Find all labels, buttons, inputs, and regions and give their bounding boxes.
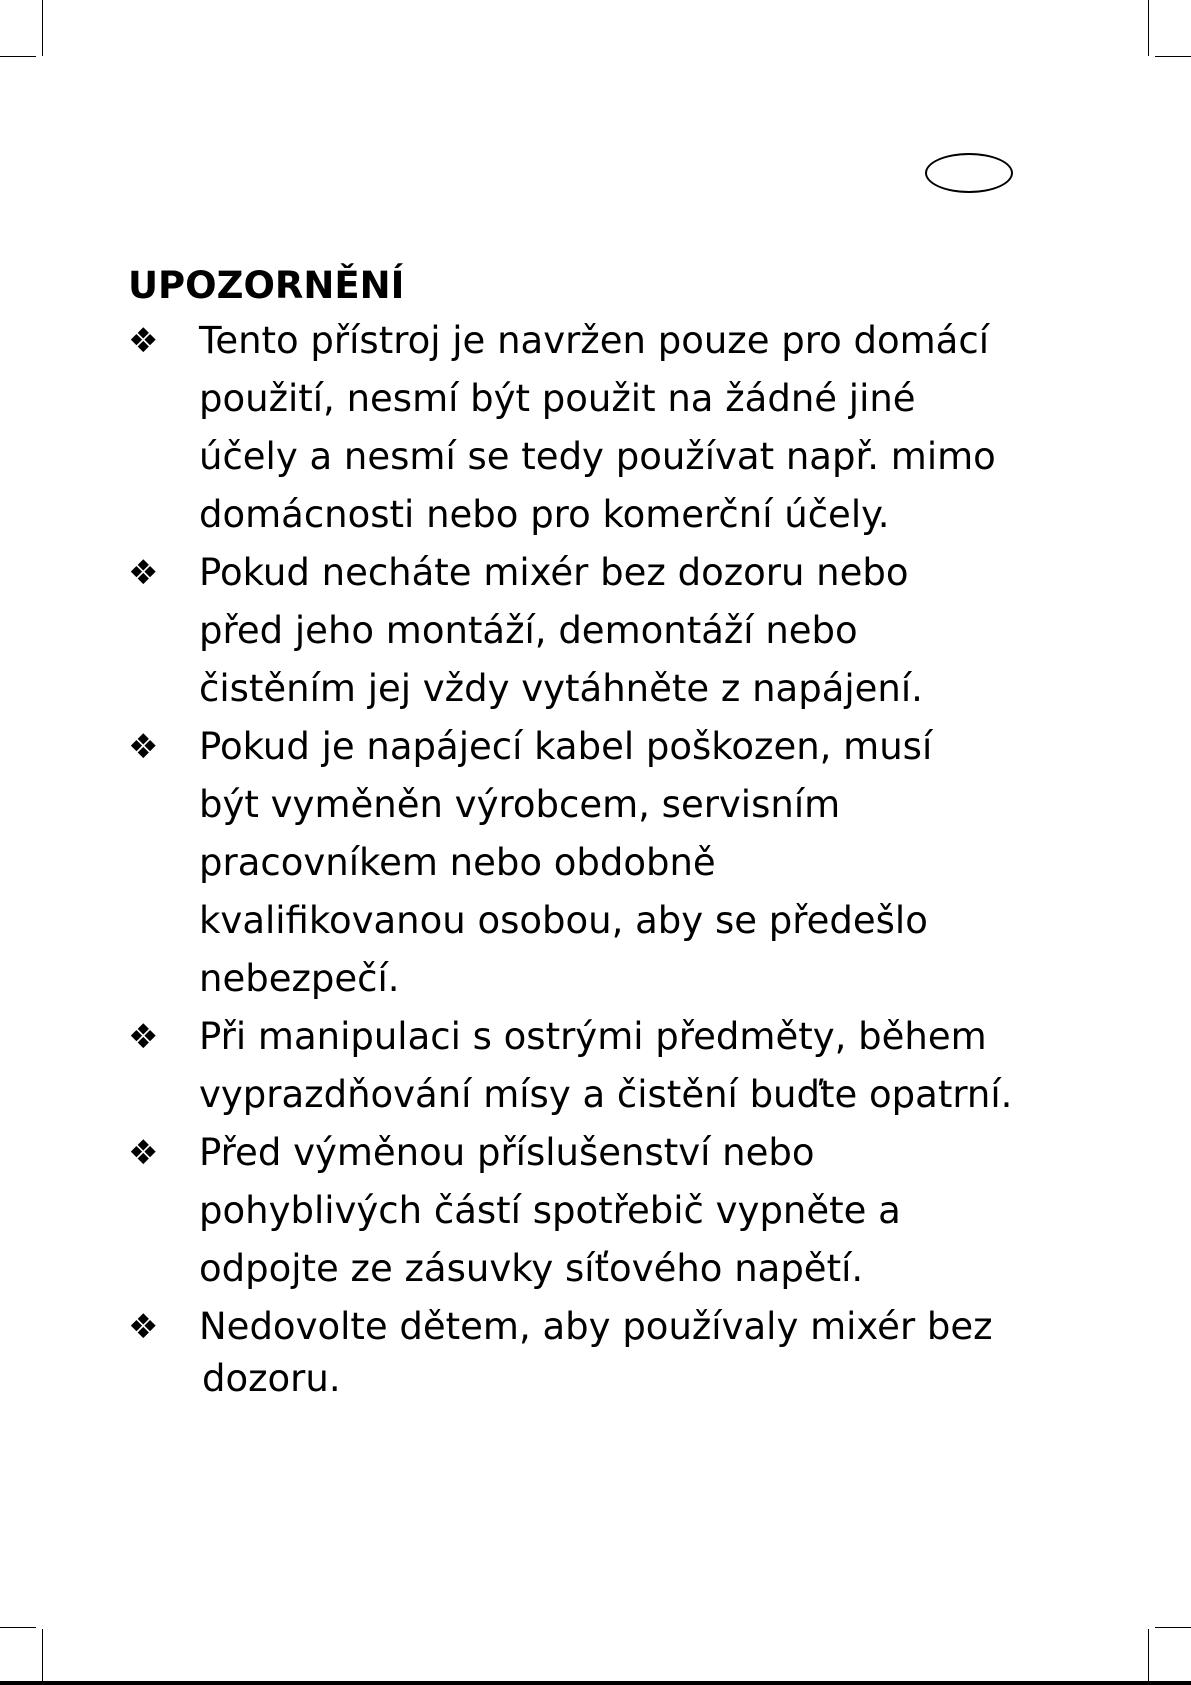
warning-text-line: být vyměněn výrobcem, servisním [199, 783, 841, 826]
diamond-bullet-icon: ❖ [128, 1133, 159, 1173]
page-title: UPOZORNĚNÍ [128, 264, 405, 307]
crop-mark [1148, 1629, 1149, 1685]
language-badge-oval [925, 153, 1013, 193]
diamond-bullet-icon: ❖ [128, 727, 159, 767]
bottom-border [0, 1681, 1191, 1685]
warning-text-line: domácnosti nebo pro komerční účely. [199, 493, 890, 536]
crop-mark [1148, 0, 1149, 56]
warning-text-line: nebezpečí. [199, 957, 400, 1000]
diamond-bullet-icon: ❖ [128, 1017, 159, 1057]
warning-text-line: Nedovolte dětem, aby používaly mixér bez [199, 1305, 993, 1348]
warning-text-line: pracovníkem nebo obdobně [199, 841, 716, 884]
warning-text-line: účely a nesmí se tedy používat např. mimo [199, 435, 996, 478]
warning-text-line: před jeho montáží, demontáží nebo [199, 609, 858, 652]
crop-mark [0, 56, 36, 57]
warning-text-line: Při manipulaci s ostrými předměty, během [199, 1015, 987, 1058]
warning-text-line: odpojte ze zásuvky síťového napětí. [199, 1247, 864, 1290]
crop-mark [1155, 1627, 1191, 1628]
warning-text-line: Pokud je napájecí kabel poškozen, musí [199, 725, 933, 768]
diamond-bullet-icon: ❖ [128, 553, 159, 593]
warning-text-line: Pokud necháte mixér bez dozoru nebo [199, 551, 909, 594]
diamond-bullet-icon: ❖ [128, 1307, 159, 1347]
crop-mark [0, 1627, 36, 1628]
diamond-bullet-icon: ❖ [128, 321, 159, 361]
warning-text-line: použití, nesmí být použit na žádné jiné [199, 377, 916, 420]
crop-mark [1155, 56, 1191, 57]
crop-mark [42, 0, 43, 56]
warning-text-line: vyprazdňování mísy a čistění buďte opatrní. [199, 1073, 1013, 1116]
warning-text-line: kvalifikovanou osobou, aby se předešlo [199, 899, 928, 942]
warning-text-line: dozoru. [202, 1357, 341, 1400]
warning-text-line: pohyblivých částí spotřebič vypněte a [199, 1189, 901, 1232]
crop-mark [42, 1629, 43, 1685]
warning-text-line: čistěním jej vždy vytáhněte z napájení. [199, 667, 923, 710]
warning-text-line: Tento přístroj je navržen pouze pro domácí [199, 319, 989, 362]
warning-text-line: Před výměnou příslušenství nebo [199, 1131, 815, 1174]
